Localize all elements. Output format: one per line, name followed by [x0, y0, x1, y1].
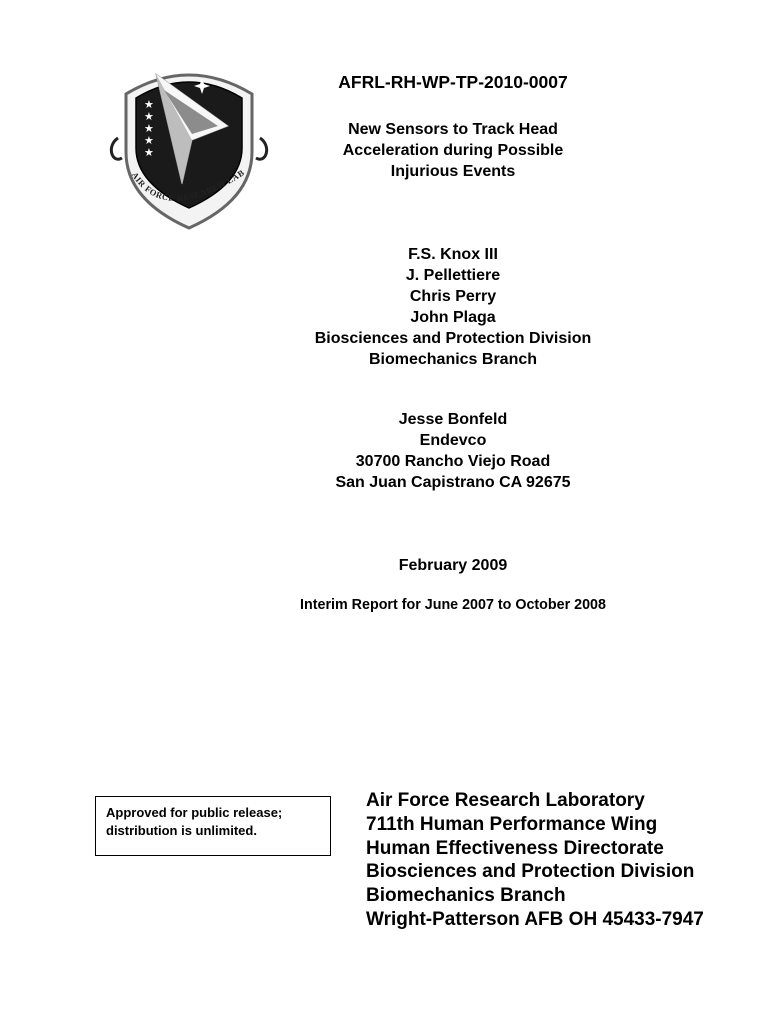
author-branch: Biomechanics Branch [368, 351, 538, 368]
svg-text:★: ★ [144, 146, 154, 159]
author-name: J. Pellettiere [405, 267, 501, 284]
title-line: Injurious Events [390, 163, 516, 180]
report-period: Interim Report for June 2007 to October 2008 [300, 597, 606, 613]
release-notice-line: distribution is unlimited. [106, 823, 257, 838]
release-notice-box [95, 796, 331, 856]
svg-text:★: ★ [144, 110, 154, 123]
svg-text:★: ★ [144, 98, 154, 111]
svg-text:★: ★ [144, 134, 154, 147]
contractor-block [280, 409, 626, 493]
contractor-name: Jesse Bonfeld [398, 411, 508, 428]
author-name: John Plaga [410, 309, 496, 326]
contractor-company: Endevco [419, 432, 487, 449]
title-line: Acceleration during Possible [342, 142, 564, 159]
authors-block [280, 244, 626, 370]
report-number: AFRL-RH-WP-TP-2010-0007 [338, 72, 568, 92]
org-line: 711th Human Performance Wing [366, 813, 658, 835]
report-date: February 2009 [398, 557, 508, 574]
shield-icon [108, 60, 270, 232]
author-name: F.S. Knox III [408, 246, 498, 263]
contractor-city: San Juan Capistrano CA 92675 [335, 474, 571, 491]
author-name: Chris Perry [409, 288, 497, 305]
title-line: New Sensors to Track Head [348, 121, 558, 138]
author-division: Biosciences and Protection Division [314, 330, 592, 347]
org-line: Biomechanics Branch [366, 885, 566, 907]
afrl-shield-logo [108, 60, 270, 232]
org-line: Biosciences and Protection Division [366, 861, 695, 883]
svg-text:★: ★ [144, 122, 154, 135]
organization-block [366, 789, 761, 932]
logo-ring-text: AIR FORCE RESEARCH LAB [129, 167, 247, 204]
contractor-street: 30700 Rancho Viejo Road [355, 453, 551, 470]
org-line: Air Force Research Laboratory [366, 790, 645, 811]
org-line: Wright-Patterson AFB OH 45433-7947 [366, 908, 704, 930]
org-line: Human Effectiveness Directorate [366, 837, 664, 859]
report-title [290, 119, 616, 182]
release-notice-line: Approved for public release; [106, 805, 283, 820]
